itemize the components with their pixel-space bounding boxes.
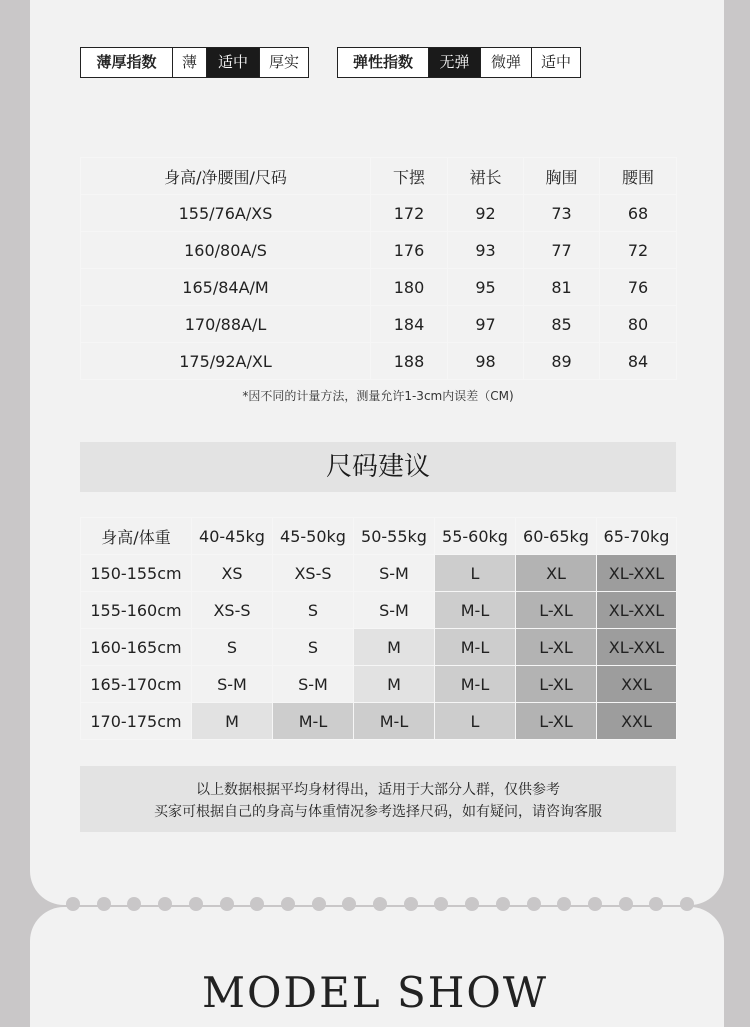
- table-cell: 155/76A/XS: [81, 195, 371, 232]
- header-cell: 腰围: [600, 158, 677, 195]
- header-cell: 65-70kg: [597, 518, 677, 555]
- height-range-cell: 170-175cm: [81, 703, 192, 740]
- elasticity-option-none: 无弹: [428, 48, 480, 77]
- elasticity-option-medium: 适中: [531, 48, 580, 77]
- size-cell: XL-XXL: [597, 555, 677, 592]
- size-disclaimer: [80, 766, 676, 832]
- header-cell: 50-55kg: [354, 518, 435, 555]
- thickness-option-medium: 适中: [206, 48, 259, 77]
- header-cell: 45-50kg: [273, 518, 354, 555]
- table-row: [81, 343, 677, 380]
- table-cell: 180: [371, 269, 448, 306]
- table-cell: 160/80A/S: [81, 232, 371, 269]
- divider-dot: [557, 897, 571, 911]
- header-cell: 裙长: [448, 158, 524, 195]
- table-cell: 170/88A/L: [81, 306, 371, 343]
- elasticity-index: [337, 47, 581, 78]
- divider-dot: [496, 897, 510, 911]
- table-row: [81, 666, 677, 703]
- header-cell: 40-45kg: [192, 518, 273, 555]
- height-range-cell: 155-160cm: [81, 592, 192, 629]
- thickness-option-thick: 厚实: [259, 48, 308, 77]
- table-cell: 89: [524, 343, 600, 380]
- table-cell: 188: [371, 343, 448, 380]
- size-cell: L-XL: [516, 666, 597, 703]
- table-cell: 95: [448, 269, 524, 306]
- size-cell: S-M: [192, 666, 273, 703]
- size-cell: L-XL: [516, 629, 597, 666]
- size-cell: S-M: [354, 555, 435, 592]
- disclaimer-line-1: 以上数据根据平均身材得出，适用于大部分人群，仅供参考: [196, 782, 560, 798]
- divider-dot: [404, 897, 418, 911]
- table-cell: 175/92A/XL: [81, 343, 371, 380]
- disclaimer-line-2: 买家可根据自己的身高与体重情况参考选择尺码，如有疑问，请咨询客服: [154, 804, 602, 820]
- size-cell: XXL: [597, 703, 677, 740]
- size-cell: S-M: [273, 666, 354, 703]
- divider-dot: [250, 897, 264, 911]
- divider-dot: [342, 897, 356, 911]
- divider-dot: [680, 897, 694, 911]
- size-cell: M-L: [273, 703, 354, 740]
- table-cell: 72: [600, 232, 677, 269]
- table-row: [81, 703, 677, 740]
- size-cell: M-L: [435, 666, 516, 703]
- table-cell: 81: [524, 269, 600, 306]
- size-cell: XS: [192, 555, 273, 592]
- table-cell: 98: [448, 343, 524, 380]
- size-cell: M: [354, 666, 435, 703]
- table-cell: 85: [524, 306, 600, 343]
- model-show-heading: MODEL SHOW: [201, 968, 548, 1017]
- table-cell: 92: [448, 195, 524, 232]
- divider-dot: [527, 897, 541, 911]
- divider-dot: [158, 897, 172, 911]
- size-cell: S: [273, 629, 354, 666]
- divider-dot: [312, 897, 326, 911]
- size-cell: XS-S: [192, 592, 273, 629]
- table-cell: 172: [371, 195, 448, 232]
- size-cell: XL-XXL: [597, 629, 677, 666]
- measurement-note: *因不同的计量方法，测量允许1-3cm内误差（CM): [242, 389, 514, 403]
- header-cell: 60-65kg: [516, 518, 597, 555]
- table-row: [81, 195, 677, 232]
- elasticity-index-label: 弹性指数: [352, 53, 413, 71]
- elasticity-option-slight: 微弹: [480, 48, 531, 77]
- size-header-row: [81, 518, 677, 555]
- size-cell: L-XL: [516, 703, 597, 740]
- size-suggestion-title: 尺码建议: [80, 442, 676, 492]
- size-cell: XS-S: [273, 555, 354, 592]
- divider-dot: [619, 897, 633, 911]
- size-cell: S: [192, 629, 273, 666]
- size-cell: S-M: [354, 592, 435, 629]
- size-cell: S: [273, 592, 354, 629]
- table-cell: 97: [448, 306, 524, 343]
- size-cell: L: [435, 703, 516, 740]
- table-cell: 77: [524, 232, 600, 269]
- size-cell: M: [354, 629, 435, 666]
- table-row: [81, 592, 677, 629]
- divider-dot: [281, 897, 295, 911]
- divider-dot: [97, 897, 111, 911]
- size-cell: XL: [516, 555, 597, 592]
- size-cell: M-L: [435, 592, 516, 629]
- header-cell: 下摆: [371, 158, 448, 195]
- table-cell: 84: [600, 343, 677, 380]
- table-cell: 68: [600, 195, 677, 232]
- divider-dot: [189, 897, 203, 911]
- height-range-cell: 160-165cm: [81, 629, 192, 666]
- thickness-option-thin: 薄: [172, 48, 206, 77]
- size-cell: XXL: [597, 666, 677, 703]
- divider-dot: [127, 897, 141, 911]
- divider-dot: [588, 897, 602, 911]
- header-cell: 身高/净腰围/尺码: [81, 158, 371, 195]
- table-cell: 80: [600, 306, 677, 343]
- table-cell: 184: [371, 306, 448, 343]
- table-row: [81, 306, 677, 343]
- size-cell: M-L: [354, 703, 435, 740]
- table-cell: 73: [524, 195, 600, 232]
- size-suggestion-table: [80, 517, 677, 740]
- size-cell: XL-XXL: [597, 592, 677, 629]
- thickness-index-label: 薄厚指数: [96, 53, 157, 71]
- height-range-cell: 165-170cm: [81, 666, 192, 703]
- table-cell: 165/84A/M: [81, 269, 371, 306]
- header-cell: 55-60kg: [435, 518, 516, 555]
- table-cell: 76: [600, 269, 677, 306]
- thickness-index: [80, 47, 309, 78]
- divider-dot: [220, 897, 234, 911]
- measurement-table: [80, 157, 677, 380]
- table-cell: 93: [448, 232, 524, 269]
- divider-dot: [649, 897, 663, 911]
- divider-dot: [465, 897, 479, 911]
- divider-dot: [66, 897, 80, 911]
- table-row: [81, 629, 677, 666]
- measurement-header-row: [81, 158, 677, 195]
- table-row: [81, 269, 677, 306]
- divider-dot: [373, 897, 387, 911]
- divider-dot: [434, 897, 448, 911]
- dotted-divider: [60, 897, 700, 913]
- size-cell: L: [435, 555, 516, 592]
- height-range-cell: 150-155cm: [81, 555, 192, 592]
- table-cell: 176: [371, 232, 448, 269]
- header-cell: 胸围: [524, 158, 600, 195]
- table-row: [81, 555, 677, 592]
- header-cell: 身高/体重: [81, 518, 192, 555]
- size-cell: M: [192, 703, 273, 740]
- size-cell: M-L: [435, 629, 516, 666]
- table-row: [81, 232, 677, 269]
- size-cell: L-XL: [516, 592, 597, 629]
